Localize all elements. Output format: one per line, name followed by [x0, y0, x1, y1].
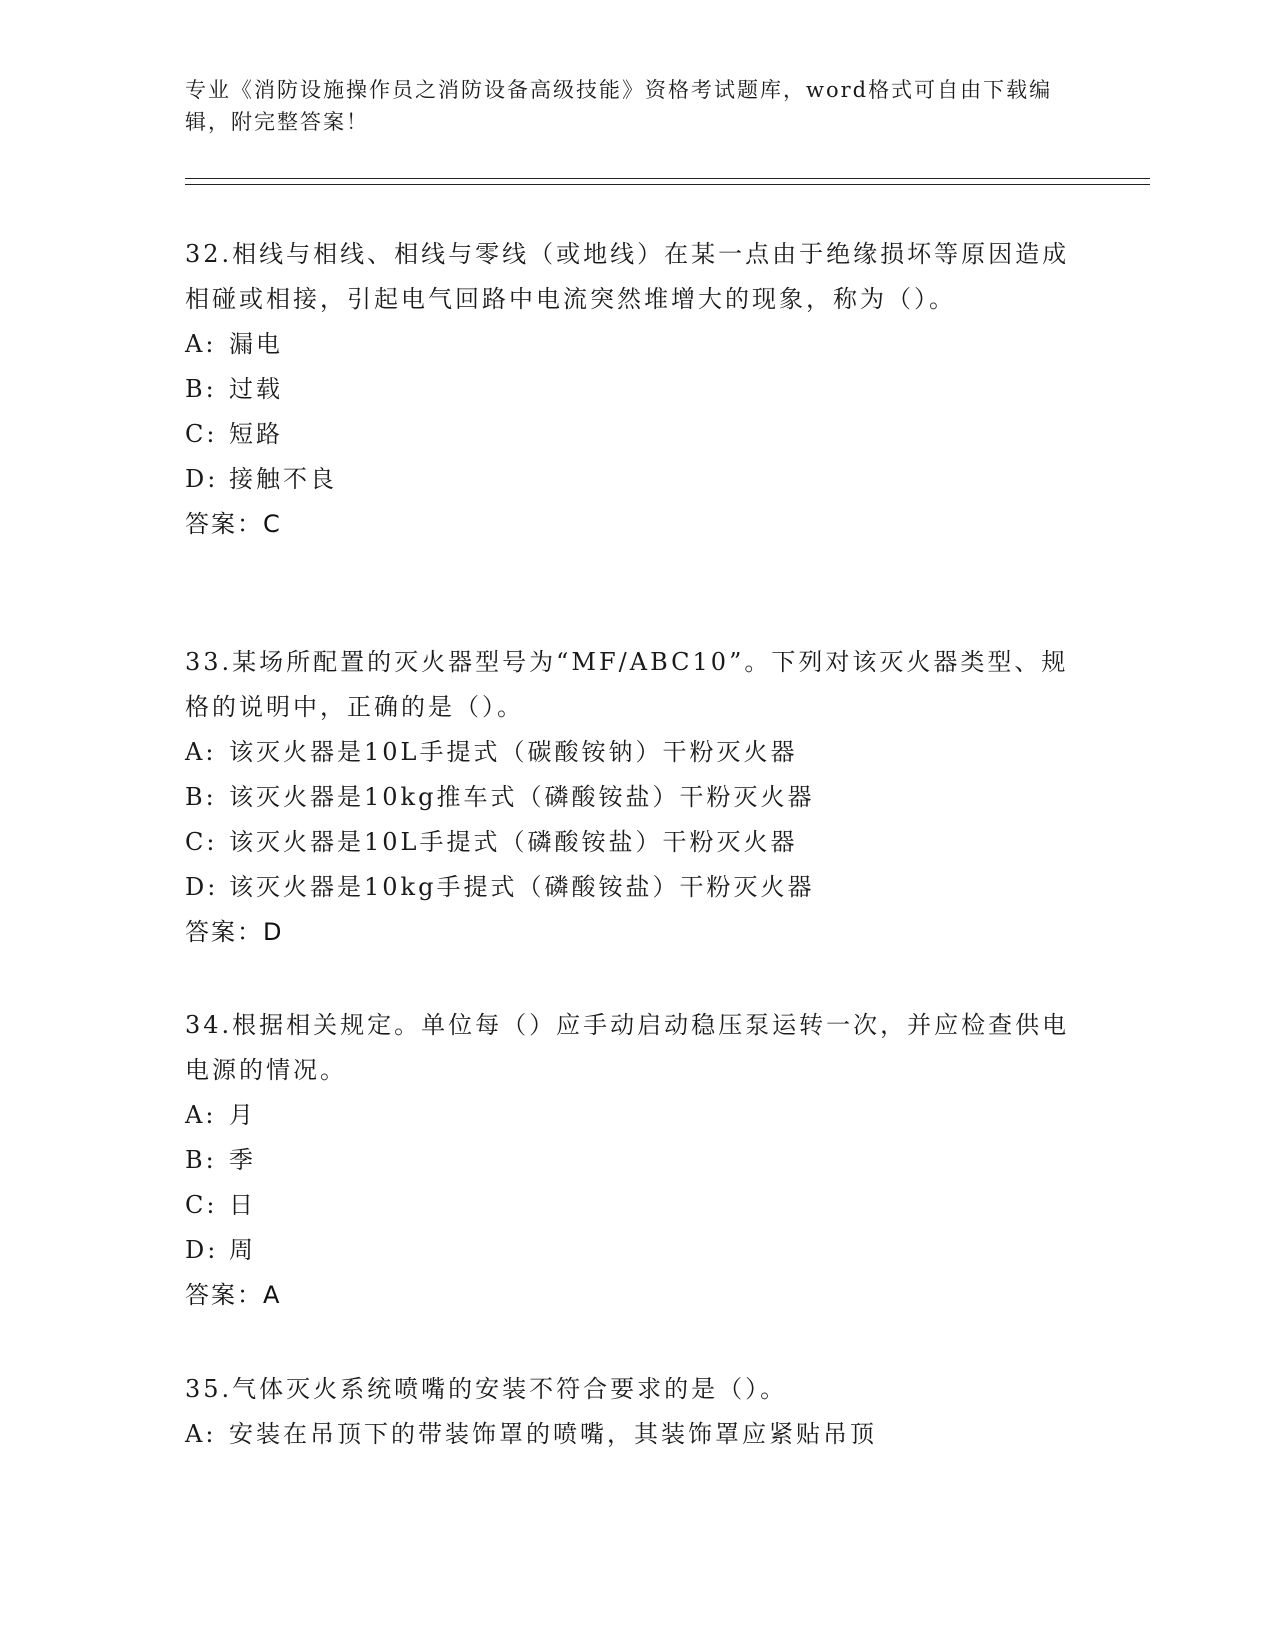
question-stem: 33.某场所配置的灭火器型号为“MF/ABC10”。下列对该灭火器类型、规格的说明中，正确的是（）。	[185, 648, 1069, 721]
option-a	[185, 322, 1075, 367]
option-a	[185, 1093, 1075, 1138]
option-d	[185, 865, 1075, 910]
option-text: 该灭火器是10L手提式（碳酸铵钠）干粉灭火器	[229, 738, 798, 766]
option-text: 周	[229, 1236, 256, 1264]
option-text: 该灭火器是10kg推车式（磷酸铵盐）干粉灭火器	[229, 783, 815, 811]
option-text: 该灭火器是10kg手提式（磷酸铵盐）干粉灭火器	[229, 873, 815, 901]
option-a	[185, 1412, 1075, 1457]
question-33	[185, 640, 1075, 955]
option-text: 季	[229, 1146, 256, 1174]
answer-label: 答案：D	[185, 918, 284, 946]
option-text: 月	[229, 1101, 256, 1129]
question-stem: 35.气体灭火系统喷嘴的安装不符合要求的是（）。	[185, 1375, 788, 1403]
answer-label: 答案：C	[185, 510, 282, 538]
question-stem: 32.相线与相线、相线与零线（或地线）在某一点由于绝缘损坏等原因造成相碰或相接，引起电气回路中电流突然堆增大的现象，称为（）。	[185, 240, 1070, 313]
option-letter: D:	[185, 465, 219, 493]
option-text: 日	[229, 1191, 256, 1219]
option-c	[185, 820, 1075, 865]
option-letter: A:	[185, 738, 217, 766]
option-letter: B:	[185, 375, 217, 403]
option-letter: B:	[185, 783, 217, 811]
option-a	[185, 730, 1075, 775]
question-32	[185, 232, 1075, 547]
question-stem: 34.根据相关规定。单位每（）应手动启动稳压泵运转一次，并应检查供电电源的情况。	[185, 1011, 1070, 1084]
option-d	[185, 457, 1075, 502]
document-header: 专业《消防设施操作员之消防设备高级技能》资格考试题库，word格式可自由下载编辑，附完整答案！	[185, 78, 1053, 134]
option-b	[185, 775, 1075, 820]
option-letter: C:	[185, 420, 218, 448]
header-divider-bottom	[185, 184, 1150, 185]
option-text: 该灭火器是10L手提式（磷酸铵盐）干粉灭火器	[229, 828, 798, 856]
option-text: 过载	[229, 375, 283, 403]
option-text: 短路	[229, 420, 283, 448]
option-letter: D:	[185, 1236, 219, 1264]
answer-label: 答案：A	[185, 1281, 282, 1309]
option-letter: A:	[185, 1101, 217, 1129]
option-c	[185, 1183, 1075, 1228]
option-letter: B:	[185, 1146, 217, 1174]
option-b	[185, 367, 1075, 412]
question-34	[185, 1003, 1075, 1318]
question-35	[185, 1367, 1075, 1457]
option-letter: D:	[185, 873, 219, 901]
option-text: 安装在吊顶下的带装饰罩的喷嘴，其装饰罩应紧贴吊顶	[229, 1420, 877, 1448]
option-letter: C:	[185, 828, 218, 856]
option-b	[185, 1138, 1075, 1183]
option-text: 漏电	[229, 330, 283, 358]
option-c	[185, 412, 1075, 457]
option-letter: A:	[185, 330, 217, 358]
option-d	[185, 1228, 1075, 1273]
option-letter: C:	[185, 1191, 218, 1219]
option-letter: A:	[185, 1420, 217, 1448]
header-divider-top	[185, 178, 1150, 179]
option-text: 接触不良	[229, 465, 337, 493]
